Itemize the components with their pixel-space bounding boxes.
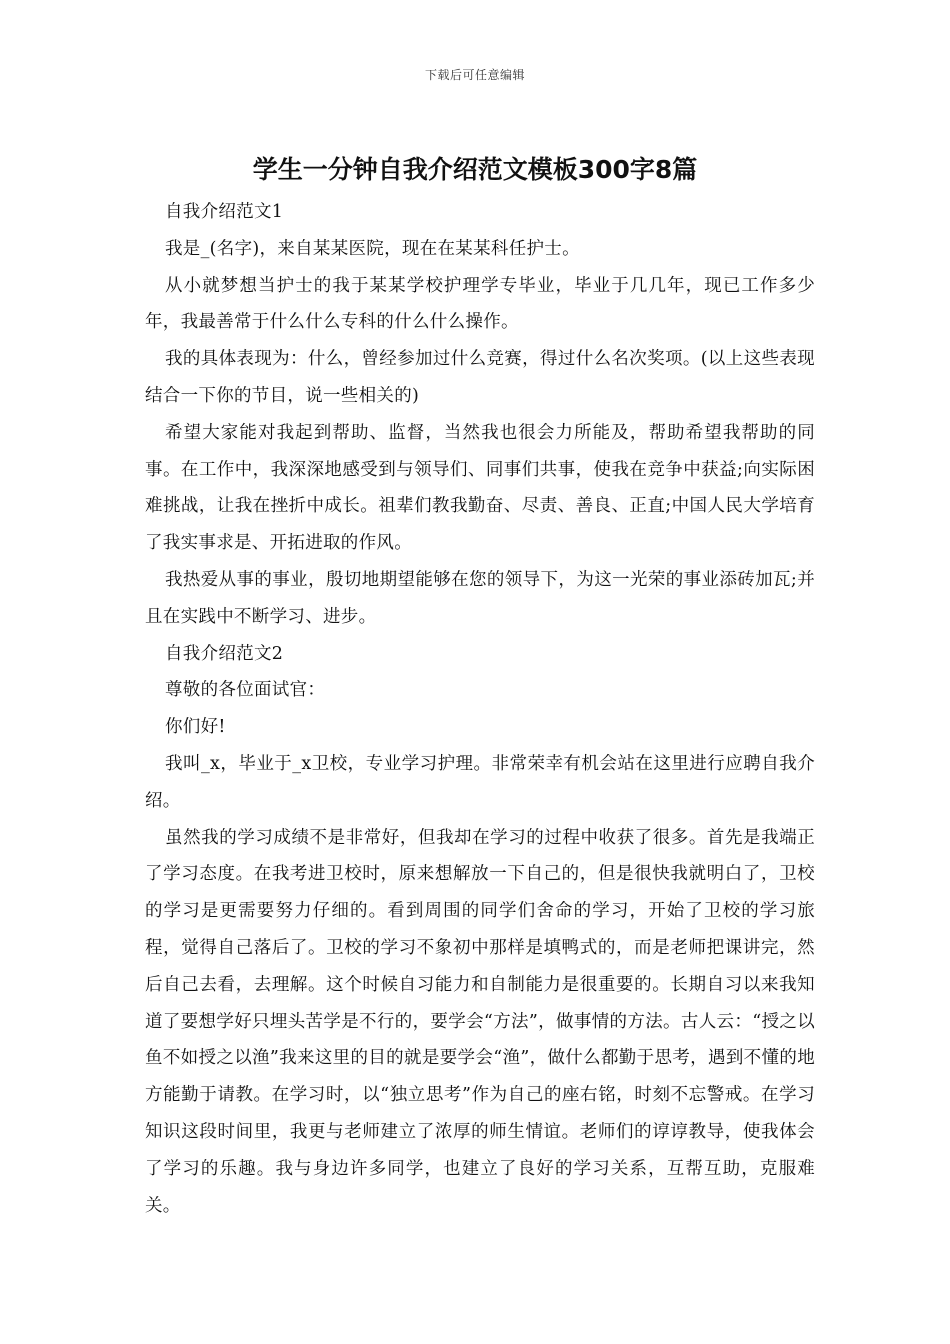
section-heading-1: 自我介绍范文1 [165,202,284,222]
body-paragraph: 我热爱从事的事业，殷切地期望能够在您的领导下，为这一光荣的事业添砖加瓦;并且在实践中不断学习、进步。 [145,569,815,627]
salutation: 尊敬的各位面试官： [165,680,326,701]
header-note: 下载后可任意编辑 [424,68,525,82]
body-paragraph: 我的具体表现为：什么，曾经参加过什么竞赛，得过什么名次奖项。(以上这些表现结合一下你的节目，说一些相关的) [145,349,815,406]
document-title: 学生一分钟自我介绍范文模板300字8篇 [252,155,698,184]
body-paragraph: 希望大家能对我起到帮助、监督，当然我也很会力所能及，帮助希望我帮助的同事。在工作中，我深深地感受到与领导们、同事们共事，使我在竞争中获益;向实际困难挑战，让我在挫折中成长。祖辈们教我勤奋、尽责、善良、正直;中国人民大学培育了我实事求是、开拓进取的作风。 [145,422,815,554]
body-paragraph: 虽然我的学习成绩不是非常好，但我却在学习的过程中收获了很多。首先是我端正了学习态度。在我考进卫校时，原来想解放一下自己的，但是很快我就明白了，卫校的学习是更需要努力仔细的。看到周围的同学们舍命的学习，开始了卫校的学习旅程，觉得自己落后了。卫校的学习不象初中那样是填鸭式的，而是老师把课讲完，然后自己去看，去理解。这个时候自习能力和自制能力是很重要的。长期自习以来我知道了要想学好只埋头苦学是不行的，要学会“方法”，做事情的方法。古人云：“授之以鱼不如授之以渔”我来这里的目的就是要学会“渔”，做什么都勤于思考，遇到不懂的地方能勤于请教。在学习时，以“独立思考”作为自己的座右铭，时刻不忘警戒。在学习知识这段时间里，我更与老师建立了浓厚的师生情谊。老师们的谆谆教导，使我体会了学习的乐趣。我与身边许多同学，也建立了良好的学习关系，互帮互助，克服难关。 [145,827,815,1216]
greeting: 你们好! [165,717,226,738]
section-heading-2: 自我介绍范文2 [165,643,284,664]
body-paragraph: 从小就梦想当护士的我于某某学校护理学专毕业，毕业于几几年，现已工作多少年，我最善常于什么什么专科的什么什么操作。 [145,275,815,333]
document-body [145,194,815,1224]
body-paragraph: 我是_(名字)，来自某某医院，现在在某某科任护士。 [165,238,580,259]
body-paragraph: 我叫_x，毕业于_x卫校，专业学习护理。非常荣幸有机会站在这里进行应聘自我介绍。 [145,753,815,811]
